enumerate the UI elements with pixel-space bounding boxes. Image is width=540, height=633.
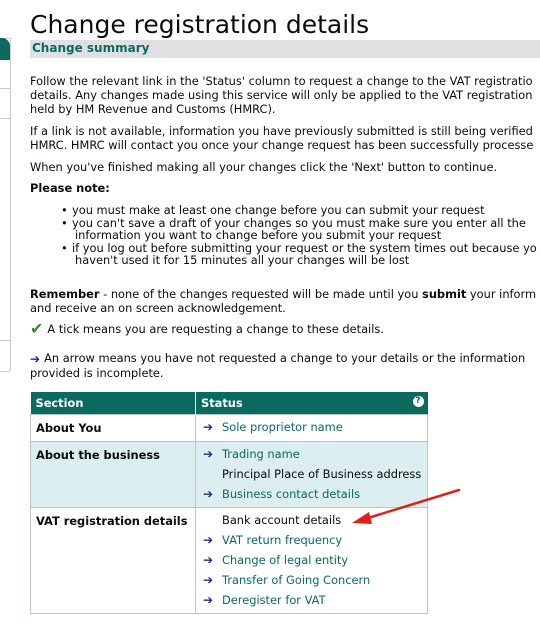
trading-name-link[interactable]: Trading name: [222, 447, 300, 461]
principal-place-of-business-text: Principal Place of Business address: [222, 467, 422, 481]
sidebar-header: [0, 38, 10, 60]
list-item: • you can't save a draft of your changes so you must make sure you enter all the information you want to change before you submit your request: [30, 217, 537, 242]
section-cell: VAT registration details: [31, 508, 196, 614]
column-header-section: Section: [31, 392, 196, 415]
change-of-legal-entity-link[interactable]: Change of legal entity: [222, 553, 349, 567]
transfer-of-going-concern-link[interactable]: Transfer of Going Concern: [222, 573, 371, 587]
sole-proprietor-name-link[interactable]: Sole proprietor name: [222, 420, 343, 434]
list-item: • you must make at least one change before you can submit your request: [30, 204, 537, 217]
arrow-icon: ➔: [203, 553, 214, 567]
section-heading-bar: [30, 40, 540, 58]
remember-label: Remember: [30, 287, 100, 301]
status-item: [196, 417, 427, 437]
status-item: [196, 444, 427, 464]
bank-account-details-text: Bank account details: [222, 513, 342, 527]
sidebar-divider: [0, 118, 10, 119]
list-item: • if you log out before submitting your request or the system times out because yo haven't used it for 15 minutes all your changes will be lost: [30, 242, 537, 267]
column-header-status: Status ?: [196, 392, 428, 415]
intro-line: HMRC. HMRC will contact you once your change request has been successfully processe: [30, 138, 534, 152]
status-item: [196, 590, 427, 610]
vat-return-frequency-link[interactable]: VAT return frequency: [222, 533, 343, 547]
table-row: [31, 415, 428, 442]
status-item: [196, 464, 427, 484]
arrow-icon: ➔: [203, 447, 214, 461]
status-cell: [196, 415, 428, 442]
status-item: [196, 484, 427, 504]
deregister-for-vat-link[interactable]: Deregister for VAT: [222, 593, 326, 607]
status-item: [196, 570, 427, 590]
please-note-heading: Please note:: [30, 181, 110, 195]
arrow-icon: ➔: [203, 533, 214, 547]
intro-line: If a link is not available, information you have previously submitted is still being verified: [30, 124, 533, 138]
help-icon[interactable]: ?: [413, 396, 424, 407]
page-title: Change registration details: [30, 10, 370, 39]
submit-emphasis: submit: [422, 287, 467, 301]
arrow-legend: ➔ An arrow means you have not requested a change to your details or the information provided is incomplete.: [30, 351, 526, 380]
status-cell: [196, 442, 428, 508]
section-cell: About the business: [31, 442, 196, 508]
status-item: [196, 530, 427, 550]
remember-paragraph: Remember - none of the changes requested will be made until you submit your inform and receive an on screen acknowledgement.: [30, 287, 537, 315]
notes-list: [30, 204, 537, 267]
tick-icon: ✔: [30, 319, 44, 338]
arrow-icon: ➔: [30, 352, 41, 366]
sidebar-divider: [0, 340, 10, 341]
left-sidebar: [0, 0, 14, 633]
status-item: [196, 510, 427, 530]
section-cell: About You: [31, 415, 196, 442]
table-row: [31, 508, 428, 614]
sidebar-divider: [0, 88, 10, 89]
arrow-icon: ➔: [203, 593, 214, 607]
arrow-icon: ➔: [203, 420, 214, 434]
arrow-icon: ➔: [203, 573, 214, 587]
intro-paragraph-1: [30, 74, 533, 116]
arrow-icon: ➔: [203, 487, 214, 501]
intro-paragraph-2: [30, 124, 533, 152]
intro-line: details. Any changes made using this service will only be applied to the VAT registration: [30, 88, 533, 102]
status-cell: [196, 508, 428, 614]
tick-legend: ✔ A tick means you are requesting a change to these details.: [30, 319, 384, 338]
intro-line: Follow the relevant link in the 'Status' column to request a change to the VAT registratio: [30, 74, 533, 88]
status-item: [196, 550, 427, 570]
section-heading: Change summary: [32, 41, 150, 55]
intro-paragraph-3: When you've finished making all your changes click the 'Next' button to continue.: [30, 160, 498, 174]
business-contact-details-link[interactable]: Business contact details: [222, 487, 361, 501]
intro-line: held by HM Revenue and Customs (HMRC).: [30, 102, 276, 116]
change-status-table: [30, 392, 428, 614]
table-row: [31, 442, 428, 508]
